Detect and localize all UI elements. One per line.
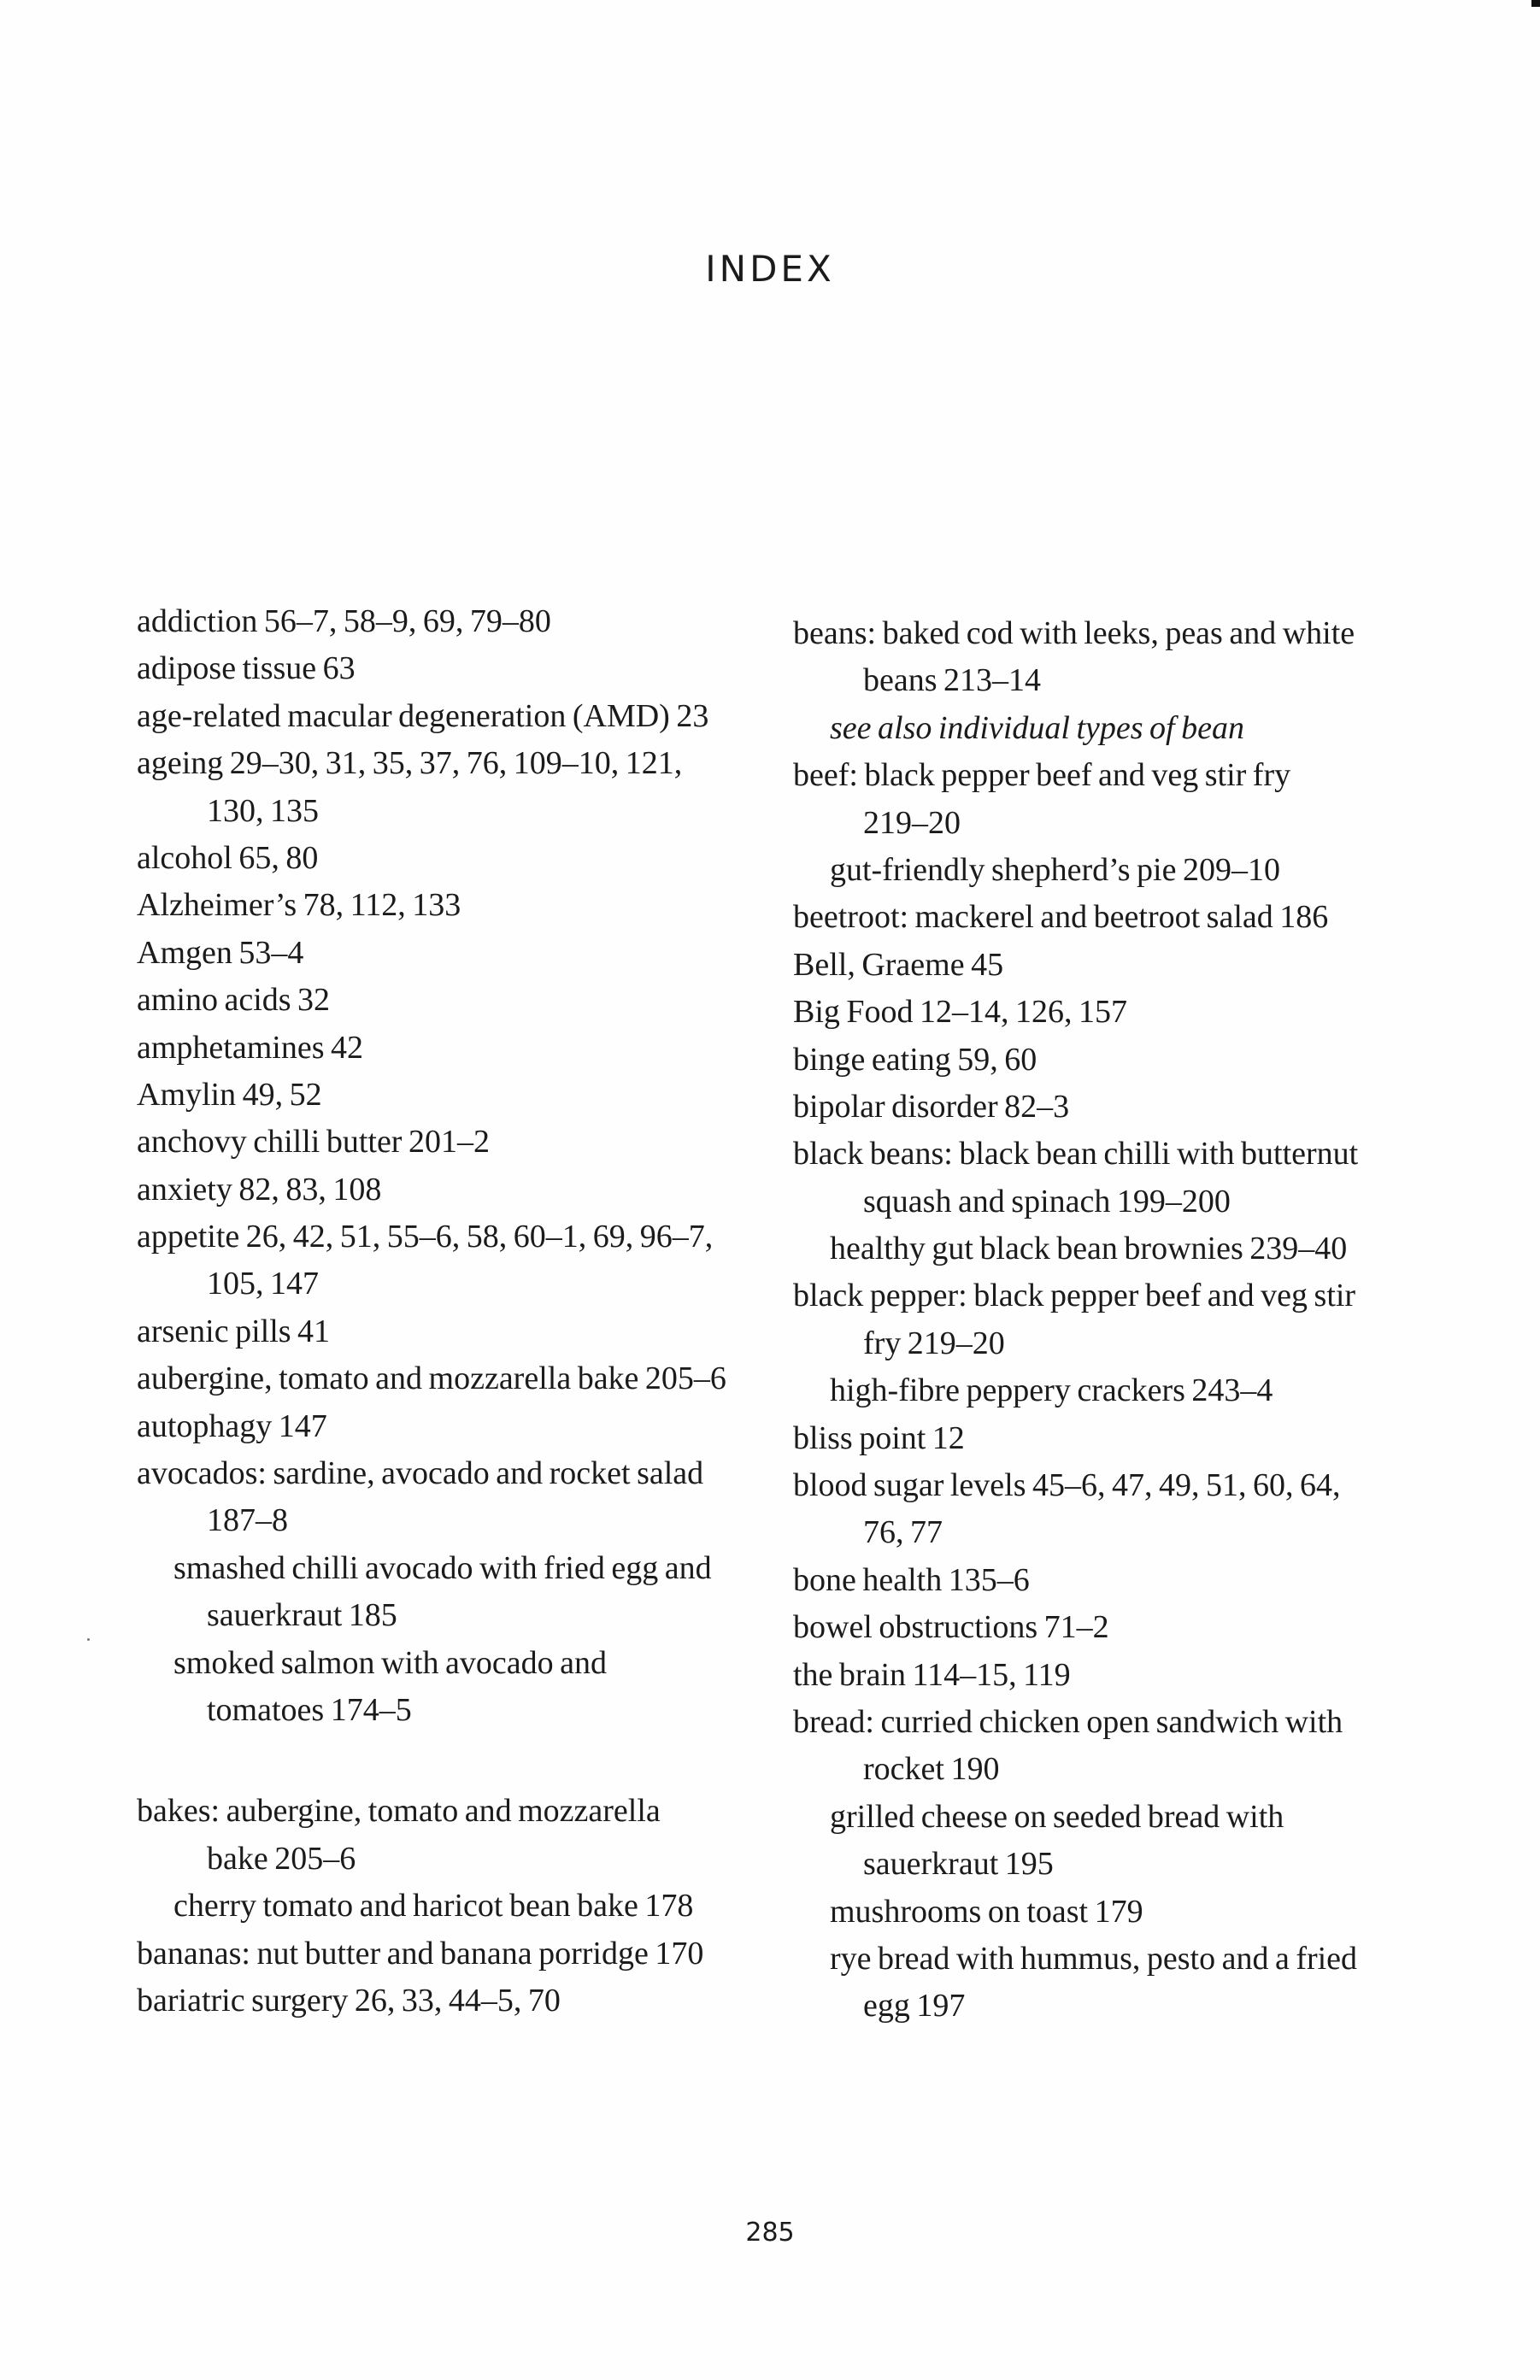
entry-continuation-line: egg 197	[863, 1988, 966, 2024]
entry-line: alcohol 65, 80	[137, 839, 319, 876]
index-subentry	[793, 847, 1408, 894]
index-entry	[793, 1462, 1408, 1557]
entry-continuation-line: bake 205–6	[207, 1840, 356, 1877]
entry-continuation-line: 76, 77	[863, 1514, 943, 1551]
index-subentry	[793, 1936, 1408, 2030]
entry-line: adipose tissue 63	[137, 650, 356, 687]
entry-continuation-line: rocket 190	[863, 1751, 1000, 1788]
entry-line: beef: black pepper beef and veg stir fry	[793, 757, 1291, 794]
index-subentry	[793, 1889, 1408, 1936]
entry-line: bliss point 12	[793, 1419, 965, 1456]
entry-line: bone health 135–6	[793, 1561, 1030, 1598]
entry-continuation-line: fry 219–20	[863, 1325, 1005, 1361]
entry-continuation-line: 219–20	[863, 804, 961, 841]
index-entry	[793, 894, 1408, 941]
index-entry	[137, 598, 752, 645]
letter-group-gap	[137, 1734, 752, 1788]
entry-line: beetroot: mackerel and beetroot salad 186	[793, 899, 1329, 936]
entry-line: Amgen 53–4	[137, 934, 304, 971]
entry-line: gut-friendly shepherd’s pie 209–10	[830, 851, 1280, 888]
index-subentry	[793, 1367, 1408, 1414]
index-entry	[137, 1930, 752, 1977]
index-entry	[793, 752, 1408, 847]
index-subentry	[137, 1883, 752, 1930]
scan-corner-mark	[1531, 0, 1540, 7]
entry-line: ageing 29–30, 31, 35, 37, 76, 109–10, 121,	[137, 745, 683, 782]
index-entry	[793, 1037, 1408, 1084]
index-entry	[137, 1355, 752, 1402]
entry-line: smashed chilli avocado with fried egg and	[173, 1549, 712, 1586]
index-entry	[137, 1788, 752, 1883]
entry-continuation-line: sauerkraut 185	[207, 1597, 397, 1634]
index-subentry	[137, 1640, 752, 1735]
entry-line: rye bread with hummus, pesto and a fried	[830, 1940, 1358, 1977]
index-entry	[137, 1072, 752, 1119]
entry-line: the brain 114–15, 119	[793, 1656, 1071, 1693]
entry-line: anxiety 82, 83, 108	[137, 1171, 382, 1208]
index-entry	[793, 1131, 1408, 1225]
index-entry	[137, 835, 752, 882]
entry-continuation-line: 105, 147	[207, 1266, 319, 1302]
entry-line: bakes: aubergine, tomato and mozzarella	[137, 1793, 661, 1830]
index-entry	[137, 1450, 752, 1545]
index-entry	[137, 1403, 752, 1450]
entry-line: high-fibre peppery crackers 243–4	[830, 1372, 1273, 1409]
entry-line: age-related macular degeneration (AMD) 23	[137, 697, 709, 734]
index-entry	[137, 645, 752, 692]
entry-line: bariatric surgery 26, 33, 44–5, 70	[137, 1982, 561, 2019]
entry-line: Alzheimer’s 78, 112, 133	[137, 887, 461, 924]
index-entry	[137, 1166, 752, 1214]
entry-line: addiction 56–7, 58–9, 69, 79–80	[137, 603, 551, 639]
entry-line: see also individual types of bean	[830, 709, 1244, 746]
index-entry	[137, 1214, 752, 1308]
index-entry	[137, 740, 752, 835]
entry-line: beans: baked cod with leeks, peas and white	[793, 615, 1355, 651]
index-entry	[793, 1272, 1408, 1367]
entry-line: Bell, Graeme 45	[793, 946, 1004, 983]
scan-speck	[87, 1638, 90, 1641]
index-subentry	[137, 1545, 752, 1640]
index-entry	[793, 610, 1408, 705]
index-entry	[793, 1415, 1408, 1462]
page-number: 285	[745, 2218, 795, 2248]
entry-line: aubergine, tomato and mozzarella bake 205–6	[137, 1360, 726, 1397]
index-entry	[137, 977, 752, 1024]
index-entry	[793, 1652, 1408, 1699]
index-entry	[793, 1084, 1408, 1131]
entry-continuation-line: sauerkraut 195	[863, 1846, 1054, 1883]
entry-continuation-line: 130, 135	[207, 792, 319, 829]
entry-line: amphetamines 42	[137, 1029, 363, 1066]
entry-continuation-line: beans 213–14	[863, 662, 1042, 699]
index-column-right	[793, 610, 1408, 2030]
index-entry	[137, 1119, 752, 1166]
entry-line: smoked salmon with avocado and	[173, 1644, 608, 1681]
index-entry	[793, 1557, 1408, 1604]
entry-line: amino acids 32	[137, 982, 331, 1019]
entry-continuation-line: 187–8	[207, 1502, 288, 1539]
index-entry	[137, 930, 752, 977]
entry-line: grilled cheese on seeded bread with	[830, 1798, 1284, 1835]
index-entry	[137, 882, 752, 929]
entry-continuation-line: squash and spinach 199–200	[863, 1183, 1231, 1219]
index-entry	[793, 989, 1408, 1036]
entry-line: blood sugar levels 45–6, 47, 49, 51, 60, 64,	[793, 1467, 1341, 1504]
index-entry	[137, 693, 752, 740]
entry-line: Amylin 49, 52	[137, 1076, 322, 1113]
entry-line: healthy gut black bean brownies 239–40	[830, 1231, 1348, 1267]
index-column-left	[137, 598, 752, 2024]
index-entry	[137, 1025, 752, 1072]
index-entry	[793, 1699, 1408, 1794]
index-entry	[137, 1977, 752, 2024]
entry-line: bipolar disorder 82–3	[793, 1088, 1070, 1125]
entry-line: appetite 26, 42, 51, 55–6, 58, 60–1, 69, 96–7,	[137, 1219, 714, 1255]
page-title: INDEX	[705, 248, 835, 291]
entry-line: bowel obstructions 71–2	[793, 1609, 1109, 1646]
entry-line: mushrooms on toast 179	[830, 1893, 1143, 1930]
entry-line: bananas: nut butter and banana porridge 170	[137, 1935, 704, 1972]
entry-line: black pepper: black pepper beef and veg stir	[793, 1278, 1356, 1314]
entry-line: avocados: sardine, avocado and rocket salad	[137, 1455, 704, 1492]
entry-line: arsenic pills 41	[137, 1313, 331, 1349]
entry-continuation-line: tomatoes 174–5	[207, 1691, 412, 1728]
index-entry	[793, 1604, 1408, 1651]
entry-line: bread: curried chicken open sandwich with	[793, 1703, 1343, 1740]
index-entry	[137, 1308, 752, 1355]
entry-line: black beans: black bean chilli with butternut	[793, 1136, 1359, 1172]
index-subentry	[793, 1794, 1408, 1889]
entry-line: anchovy chilli butter 201–2	[137, 1124, 490, 1161]
entry-line: binge eating 59, 60	[793, 1041, 1037, 1078]
entry-line: Big Food 12–14, 126, 157	[793, 994, 1128, 1031]
entry-line: cherry tomato and haricot bean bake 178	[173, 1888, 694, 1925]
index-subentry	[793, 705, 1408, 752]
entry-line: autophagy 147	[137, 1407, 327, 1444]
index-entry	[793, 942, 1408, 989]
index-subentry	[793, 1225, 1408, 1272]
